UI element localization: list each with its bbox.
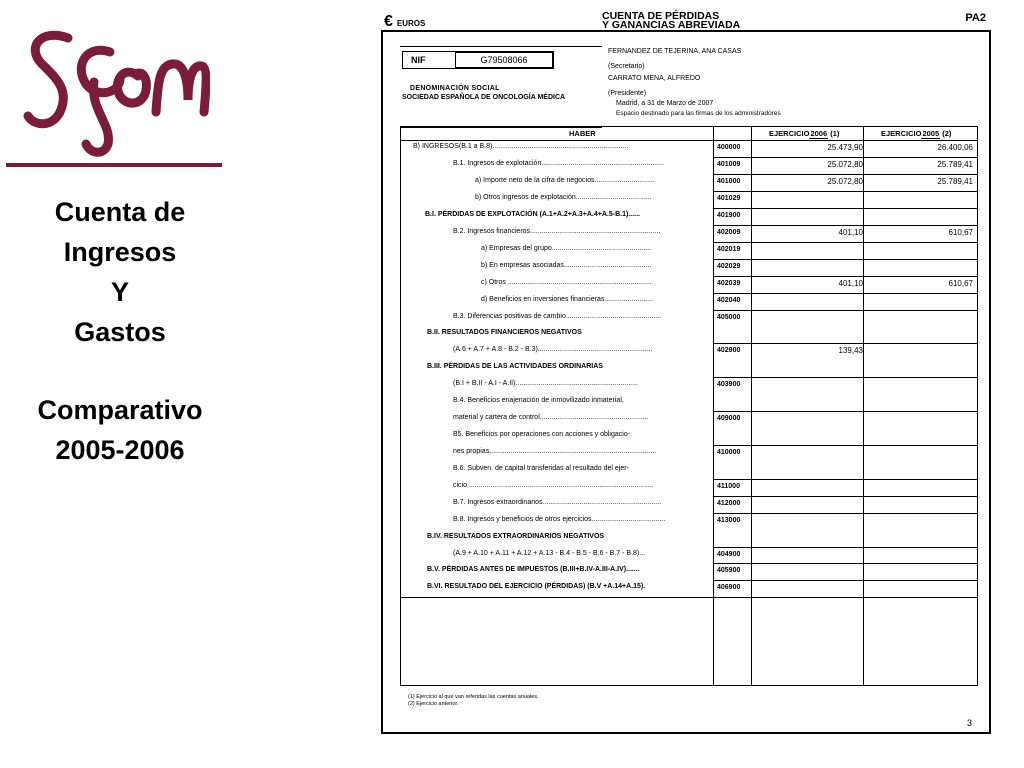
row-separator <box>713 276 977 277</box>
row-separator <box>713 157 977 158</box>
row-code: 401000 <box>717 178 741 185</box>
subtitle-line: 2005-2006 <box>55 435 185 465</box>
row-label: a) Empresas del grupo................................................... <box>481 245 651 252</box>
row-separator <box>713 191 977 192</box>
row-code: 403900 <box>717 381 741 388</box>
row-label: a) Importe neto de la cifra de negocios............................... <box>475 177 655 184</box>
form-title-line1: CUENTA DE PÉRDIDAS <box>602 10 720 22</box>
row-code: 404900 <box>717 551 741 558</box>
row-label: d) Beneficios en inversiones financieras......................... <box>481 296 653 303</box>
row-code: 400000 <box>717 144 741 151</box>
row-separator <box>713 225 977 226</box>
row-label: B.I. PÉRDIDAS DE EXPLOTACIÓN (A.1+A.2+A.3+A.4+A.5-B.1)...... <box>425 211 640 218</box>
value-ejercicio-2006: 401,10 <box>838 279 863 288</box>
row-code: 410000 <box>717 449 741 456</box>
row-label: B.6. Subven. de capital transferidas al resultado del ejer- <box>453 465 629 472</box>
company-info <box>400 46 602 128</box>
row-label: B) INGRESOS(B.1 a B.8)...................................................................... <box>413 143 629 150</box>
value-ejercicio-2006: 25.072,80 <box>827 177 863 186</box>
title-line: Gastos <box>74 317 166 347</box>
value-ejercicio-2006: 139,43 <box>838 346 863 355</box>
row-separator <box>713 174 977 175</box>
form-title <box>602 12 740 30</box>
page-number: 3 <box>966 718 972 728</box>
row-label: material y cartera de control........................................................ <box>453 414 649 421</box>
col-divider <box>863 127 864 685</box>
currency-label: EUROS <box>396 19 426 28</box>
col-divider <box>751 127 752 685</box>
denominacion-label: DENOMINACIÓN SOCIAL <box>410 85 500 92</box>
divider-line <box>6 163 222 167</box>
row-label: b) En empresas asociadas............................................. <box>481 262 652 269</box>
title-line: Y <box>110 277 129 307</box>
row-separator <box>713 479 977 480</box>
euro-icon: € <box>384 13 393 30</box>
form-title-line2: Y GANANCIAS ABREVIADA <box>602 19 741 31</box>
row-separator <box>713 293 977 294</box>
row-code: 402029 <box>717 263 741 270</box>
row-separator <box>713 513 977 514</box>
value-ejercicio-2006: 25.473,90 <box>827 143 863 152</box>
row-code: 405900 <box>717 567 741 574</box>
signer-role: (Secretario) <box>608 63 645 70</box>
col-header-ejercicio-2: EJERCICIO2005 (2) <box>881 129 952 138</box>
nif-box <box>402 51 554 69</box>
pa2-form-page <box>378 8 992 736</box>
col-divider <box>713 127 714 685</box>
value-ejercicio-2005: 26.400,06 <box>937 143 973 152</box>
signer-name: FERNANDEZ DE TEJERINA, ANA CASAS <box>608 48 742 55</box>
row-separator <box>713 377 977 378</box>
row-label: B5. Beneficios por operaciones con acciones y obligacio- <box>453 431 631 438</box>
row-code: 402040 <box>717 297 741 304</box>
nif-label: NIF <box>411 55 426 65</box>
value-ejercicio-2005: 610,67 <box>948 228 973 237</box>
row-code: 402900 <box>717 347 741 354</box>
col-header-haber: HABER <box>569 129 596 138</box>
row-code: 401009 <box>717 161 741 168</box>
row-label: b) Otros ingresos de explotación....................................... <box>475 194 652 201</box>
row-separator <box>713 496 977 497</box>
row-label: (A.6 + A.7 + A.8 - B.2 - B.3)........................................................... <box>453 346 653 353</box>
row-separator <box>713 343 977 344</box>
haber-table <box>400 126 978 686</box>
row-label: cicio................................................................................................ <box>453 482 654 489</box>
row-label: B.7. Ingresos extraordinarios............................................................. <box>453 499 662 506</box>
row-label: B.V. PÉRDIDAS ANTES DE IMPUESTOS (B.III+B.IV-A.III-A.IV)....... <box>427 566 640 573</box>
row-code: 411000 <box>717 483 740 490</box>
footnotes <box>408 694 539 708</box>
value-ejercicio-2005: 25.789,41 <box>937 177 973 186</box>
table-bottom-line <box>401 597 977 598</box>
row-code: 406900 <box>717 584 741 591</box>
row-label: nes propias...................................................................................... <box>453 448 657 455</box>
row-code: 401900 <box>717 212 741 219</box>
value-ejercicio-2005: 25.789,41 <box>937 160 973 169</box>
row-separator <box>713 259 977 260</box>
row-label: (B.I + B.II - A.I - A.II)............................................................... <box>453 380 638 387</box>
row-code: 401029 <box>717 195 741 202</box>
row-label: B.II. RESULTADOS FINANCIEROS NEGATIVOS <box>427 329 582 336</box>
row-separator <box>713 411 977 412</box>
row-code: 405000 <box>717 314 741 321</box>
col-header-ejercicio-1: EJERCICIO2006 (1) <box>769 129 840 138</box>
row-separator <box>713 445 977 446</box>
footnote: (2) Ejercicio anterior. <box>408 701 459 707</box>
row-separator <box>713 310 977 311</box>
form-code: PA2 <box>965 12 986 24</box>
row-code: 402019 <box>717 246 741 253</box>
row-code: 402009 <box>717 229 741 236</box>
signer-name: CARRATO MENA, ALFREDO <box>608 75 701 82</box>
signer-role: (Presidente) <box>608 90 647 97</box>
row-separator <box>713 208 977 209</box>
currency-indicator <box>384 13 425 31</box>
row-label: B.3. Diferencias positivas de cambio................................................. <box>453 313 662 320</box>
row-label: B.2. Ingresos financieros................................................................... <box>453 228 661 235</box>
row-label: B.III. PÉRDIDAS DE LAS ACTIVIDADES ORDINARIAS <box>427 363 603 370</box>
title-line: Ingresos <box>63 237 177 267</box>
footnote: (1) Ejercicio al que van referidas las cuentas anuales. <box>408 694 539 700</box>
row-code: 412000 <box>717 500 741 507</box>
row-code: 402039 <box>717 280 741 287</box>
row-separator <box>713 563 977 564</box>
value-ejercicio-2005: 610,67 <box>948 279 973 288</box>
denominacion-value: SOCIEDAD ESPAÑOLA DE ONCOLOGÍA MÉDICA <box>402 94 566 101</box>
sign-space-note: Espacio destinado para las firmas de los administradores <box>616 110 781 117</box>
row-label: c) Otros .......................................................................... <box>481 279 652 286</box>
row-code: 409000 <box>717 415 741 422</box>
row-separator <box>713 547 977 548</box>
row-separator <box>713 140 977 141</box>
value-ejercicio-2006: 25.072,80 <box>827 160 863 169</box>
row-label: (A.9 + A.10 + A.11 + A.12 + A.13 - B.4 - B.5 - B.6 - B.7 - B.8)... <box>453 550 646 557</box>
row-label: B.8. Ingresos y beneficios de otros ejercicios...................................... <box>453 516 666 523</box>
row-code: 413000 <box>717 517 741 524</box>
slide-title <box>0 192 240 470</box>
nif-value: G79508066 <box>455 52 553 68</box>
row-label: B.VI. RESULTADO DEL EJERCICIO (PÉRDIDAS) (B.V +A.14+A.15). <box>427 583 646 590</box>
subtitle-line: Comparativo <box>37 395 203 425</box>
row-label: B.4. Beneficios enajenación de inmovilizado inmaterial, <box>453 397 624 404</box>
row-separator <box>713 580 977 581</box>
row-label: B.1. Ingresos de explotación............................................................... <box>453 160 664 167</box>
row-separator <box>713 242 977 243</box>
title-line: Cuenta de <box>54 197 186 227</box>
sign-date: Madrid, a 31 de Marzo de 2007 <box>616 100 714 107</box>
seom-logo <box>20 20 210 160</box>
row-label: B.IV. RESULTADOS EXTRAORDINARIOS NEGATIVOS <box>427 533 605 540</box>
value-ejercicio-2006: 401,10 <box>838 228 863 237</box>
